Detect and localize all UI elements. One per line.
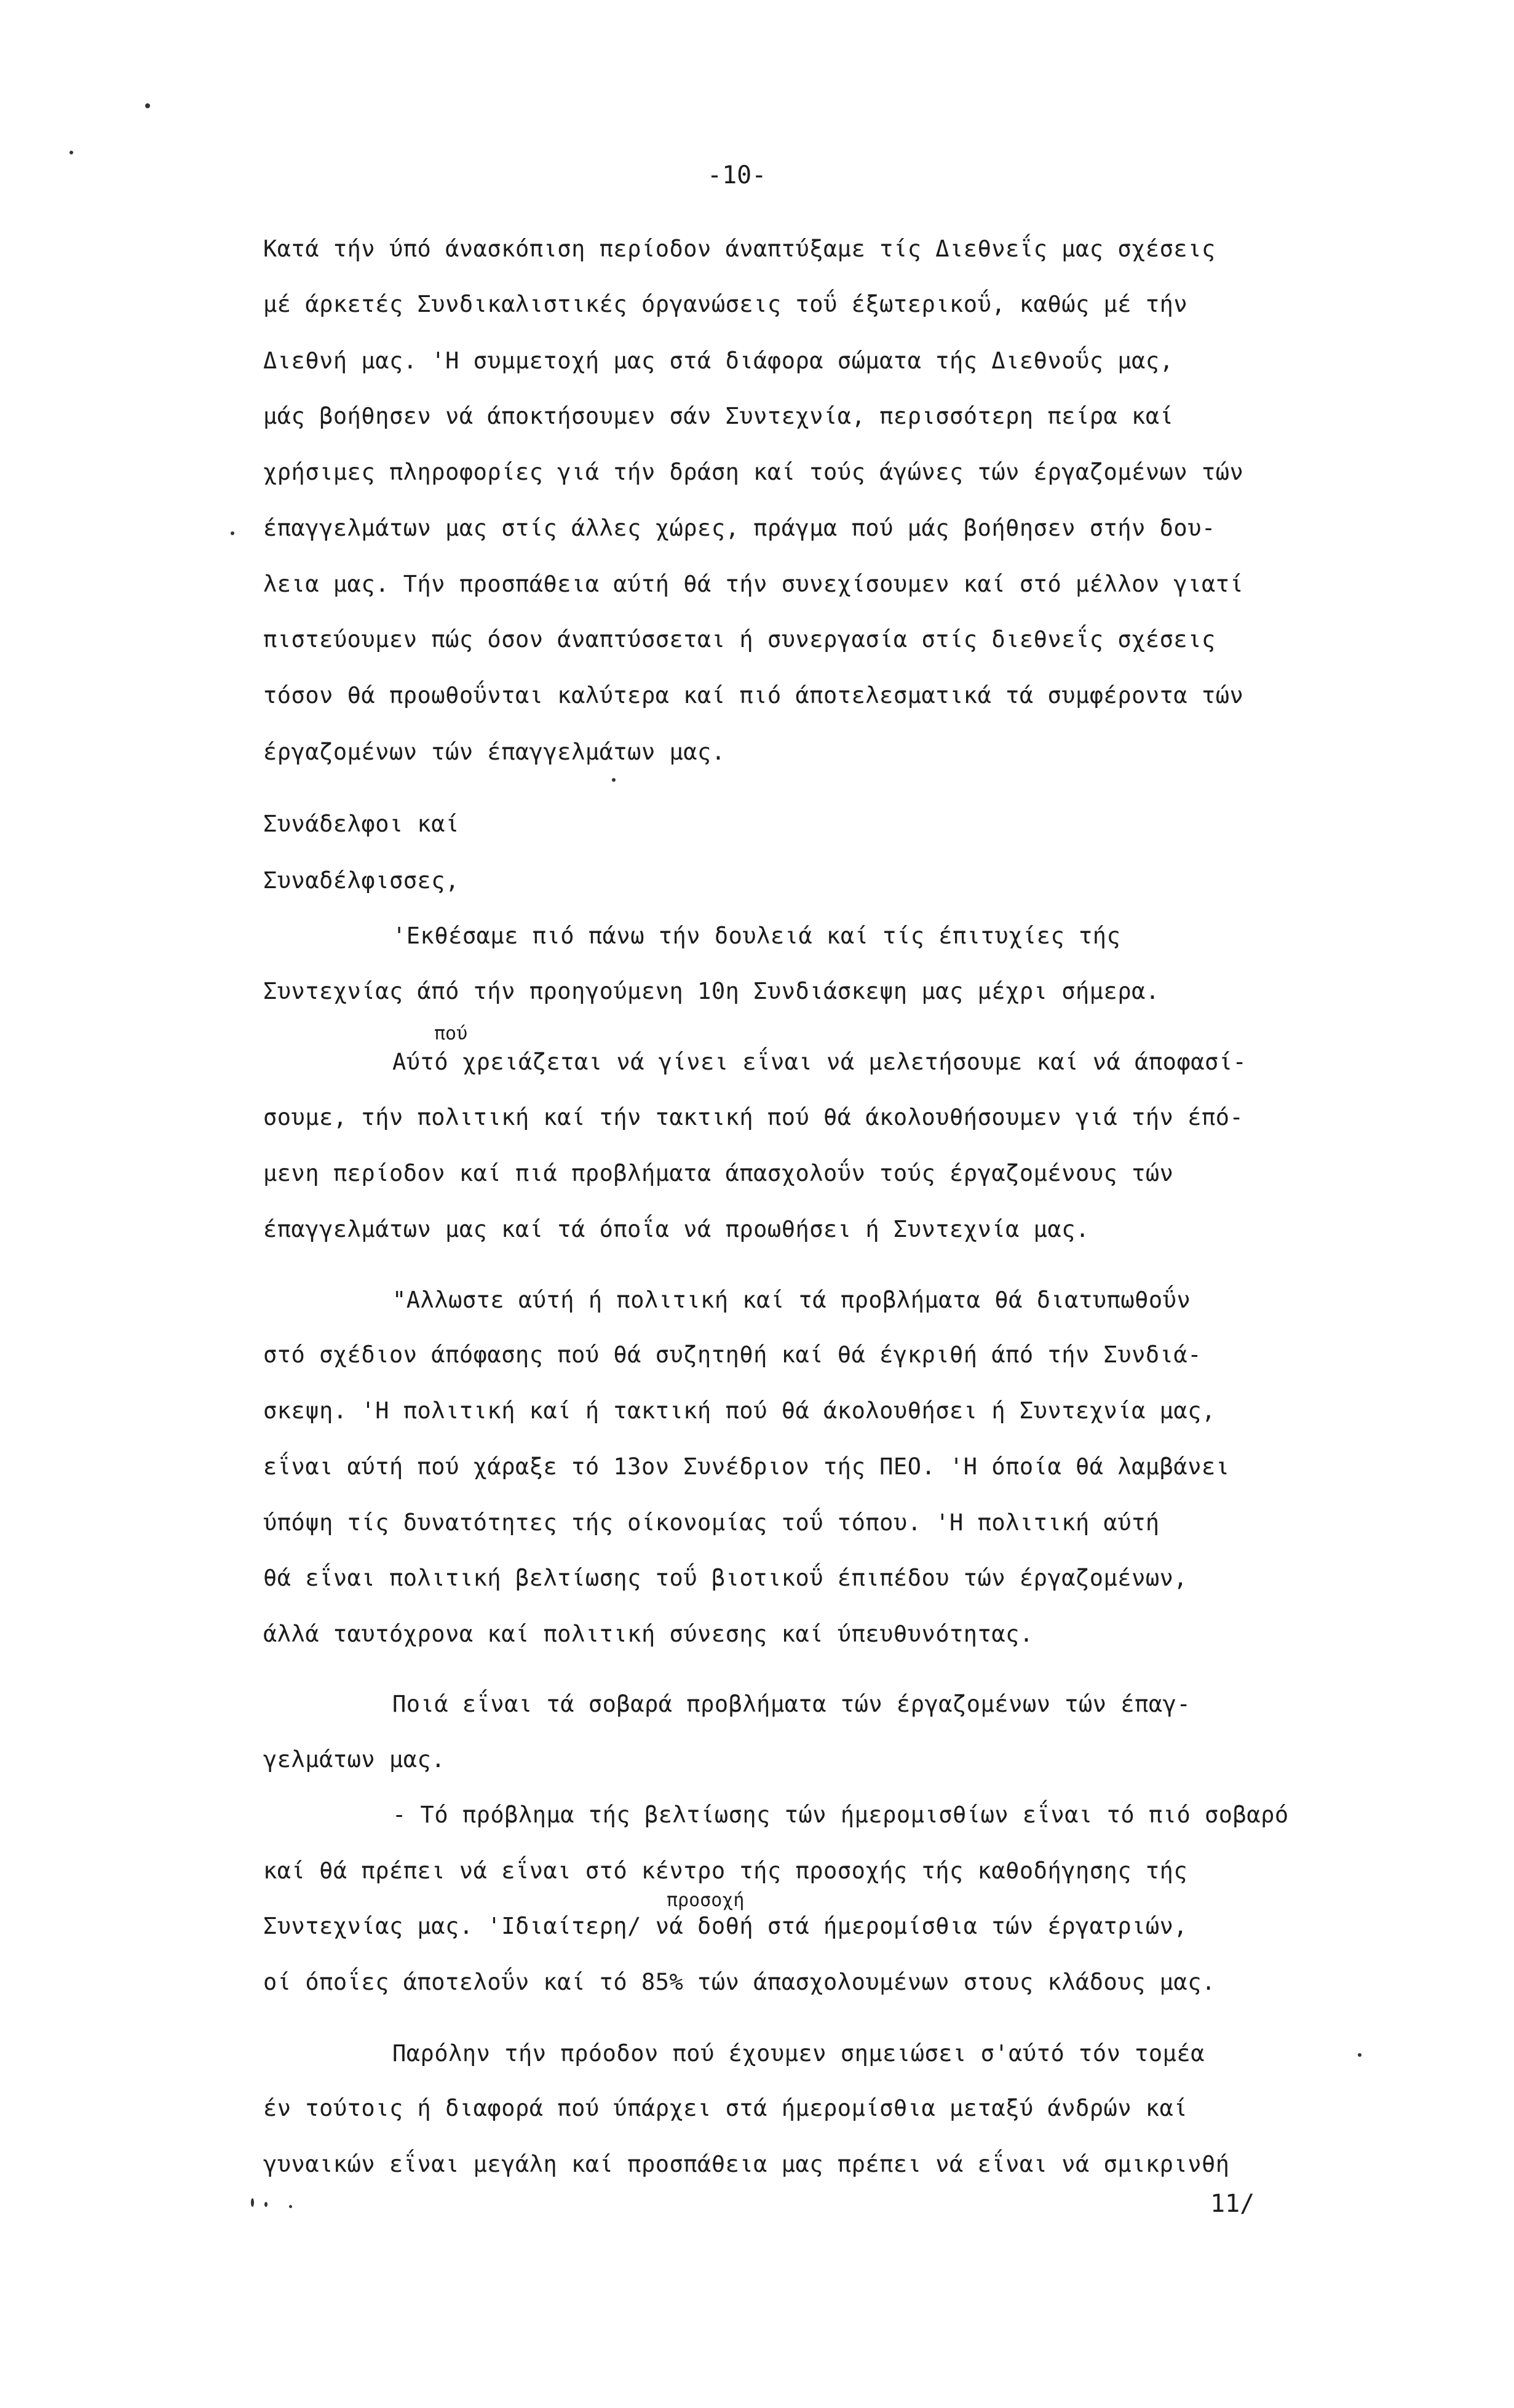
text-line: 'Εκθέσαμε πιό πάνω τήν δουλειά καί τίς έπιτυχίες τής — [392, 923, 1121, 949]
text-line: έπαγγελμάτων μας καί τά όποΐα νά προωθήσει ή Συντεχνία μας. — [263, 1216, 1090, 1242]
text-line: Συντεχνίας άπό τήν προηγούμενη 10η Συνδιάσκεψη μας μέχρι σήμερα. — [263, 978, 1160, 1004]
text-line: έν τούτοις ή διαφορά πού ύπάρχει στά ήμερομίσθια μεταξύ άνδρών καί — [263, 2095, 1188, 2121]
text-line: Συναδέλφισσες, — [263, 867, 459, 894]
text-line: έπαγγελμάτων μας στίς άλλες χώρες, πράγμα πού μάς βοήθησεν στήν δου- — [263, 515, 1216, 541]
text-line: μάς βοήθησεν νά άποκτήσουμεν σάν Συντεχνία, περισσότερη πείρα καί — [263, 403, 1174, 429]
scan-speck — [1358, 2053, 1361, 2057]
text-line: Διεθνή μας. 'Η συμμετοχή μας στά διάφορα σώματα τής Διεθνοΰς μας, — [263, 348, 1174, 374]
text-line: έργαζομένων τών έπαγγελμάτων μας. — [263, 739, 726, 765]
text-line: τόσον θά προωθοΰνται καλύτερα καί πιό άποτελεσματικά τά συμφέροντα τών — [263, 682, 1244, 709]
text-line: σκεψη. 'Η πολιτική καί ή τακτική πού θά άκολουθήσει ή Συντεχνία μας, — [263, 1397, 1216, 1424]
text-line: Ποιά εΐναι τά σοβαρά προβλήματα τών έργαζομένων τών έπαγ- — [392, 1691, 1191, 1717]
text-line: γυναικών εΐναι μεγάλη καί προσπάθεια μας πρέπει νά εΐναι νά σμικρινθή — [263, 2151, 1230, 2177]
scan-speck — [612, 778, 616, 782]
text-line: Παρόλην τήν πρόοδον πού έχουμεν σημειώσει σ'αύτό τόν τομέα — [392, 2040, 1205, 2067]
text-line: σουμε, τήν πολιτική καί τήν τακτική πού θά άκολουθήσουμεν γιά τήν έπό- — [263, 1104, 1244, 1130]
text-line: πιστεύουμεν πώς όσον άναπτύσσεται ή συνεργασία στίς διεθνεΐς σχέσεις — [263, 626, 1216, 653]
page-number: -10- — [707, 161, 767, 189]
text-line: Αύτό χρειάζεται νά γίνει εΐναι νά μελετήσουμε καί νά άποφασί- — [392, 1049, 1247, 1075]
scan-speck — [231, 531, 234, 535]
scan-speck — [289, 2205, 292, 2208]
text-line: χρήσιμες πληροφορίες γιά τήν δράση καί τούς άγώνες τών έργαζομένων τών — [263, 459, 1244, 485]
text-line: άλλά ταυτόχρονα καί πολιτική σύνεσης καί ύπευθυνότητας. — [263, 1621, 1034, 1647]
text-line: καί θά πρέπει νά εΐναι στό κέντρο τής προσοχής τής καθοδήγησης τής — [263, 1858, 1188, 1884]
scan-speck — [145, 103, 150, 108]
continuation-marker: 11/ — [1210, 2190, 1255, 2218]
text-line: οί όποΐες άποτελοΰν καί τό 85% τών άπασχολουμένων στους κλάδους μας. — [263, 1969, 1216, 1995]
scan-speck — [69, 151, 73, 154]
text-line: Συνάδελφοι καί — [263, 811, 459, 837]
scan-speck — [251, 2198, 254, 2207]
handwritten-insertion: προσοχή — [667, 1889, 745, 1911]
text-line: εΐναι αύτή πού χάραξε τό 13ον Συνέδριον τής ΠΕΟ. 'Η όποία θά λαμβάνει — [263, 1453, 1230, 1480]
text-line: θά εΐναι πολιτική βελτίωσης τοΰ βιοτικοΰ έπιπέδου τών έργαζομένων, — [263, 1565, 1188, 1591]
scan-speck — [264, 2202, 268, 2207]
text-line: λεια μας. Τήν προσπάθεια αύτή θά τήν συνεχίσουμεν καί στό μέλλον γιατί — [263, 571, 1244, 597]
text-line: γελμάτων μας. — [263, 1746, 446, 1773]
text-line: Κατά τήν ύπό άνασκόπιση περίοδον άναπτύξαμε τίς Διεθνεΐς μας σχέσεις — [263, 236, 1216, 262]
text-line: ύπόψη τίς δυνατότητες τής οίκονομίας τοΰ τόπου. 'Η πολιτική αύτή — [263, 1509, 1160, 1536]
text-line: Συντεχνίας μας. 'Ιδιαίτερη/ νά δοθή στά ήμερομίσθια τών έργατριών, — [263, 1913, 1188, 1939]
text-line: - Τό πρόβλημα τής βελτίωσης τών ήμερομισθίων εΐναι τό πιό σοβαρό — [392, 1802, 1289, 1828]
text-line: στό σχέδιον άπόφασης πού θά συζητηθή καί θά έγκριθή άπό τήν Συνδιά- — [263, 1341, 1202, 1368]
text-line: μενη περίοδον καί πιά προβλήματα άπασχολοΰν τούς έργαζομένους τών — [263, 1160, 1174, 1186]
text-line: "Αλλωστε αύτή ή πολιτική καί τά προβλήματα θά διατυπωθοΰν — [392, 1287, 1191, 1313]
text-line: μέ άρκετές Συνδικαλιστικές όργανώσεις τοΰ έξωτερικοΰ, καθώς μέ τήν — [263, 291, 1188, 317]
handwritten-insertion: πού — [434, 1023, 468, 1044]
